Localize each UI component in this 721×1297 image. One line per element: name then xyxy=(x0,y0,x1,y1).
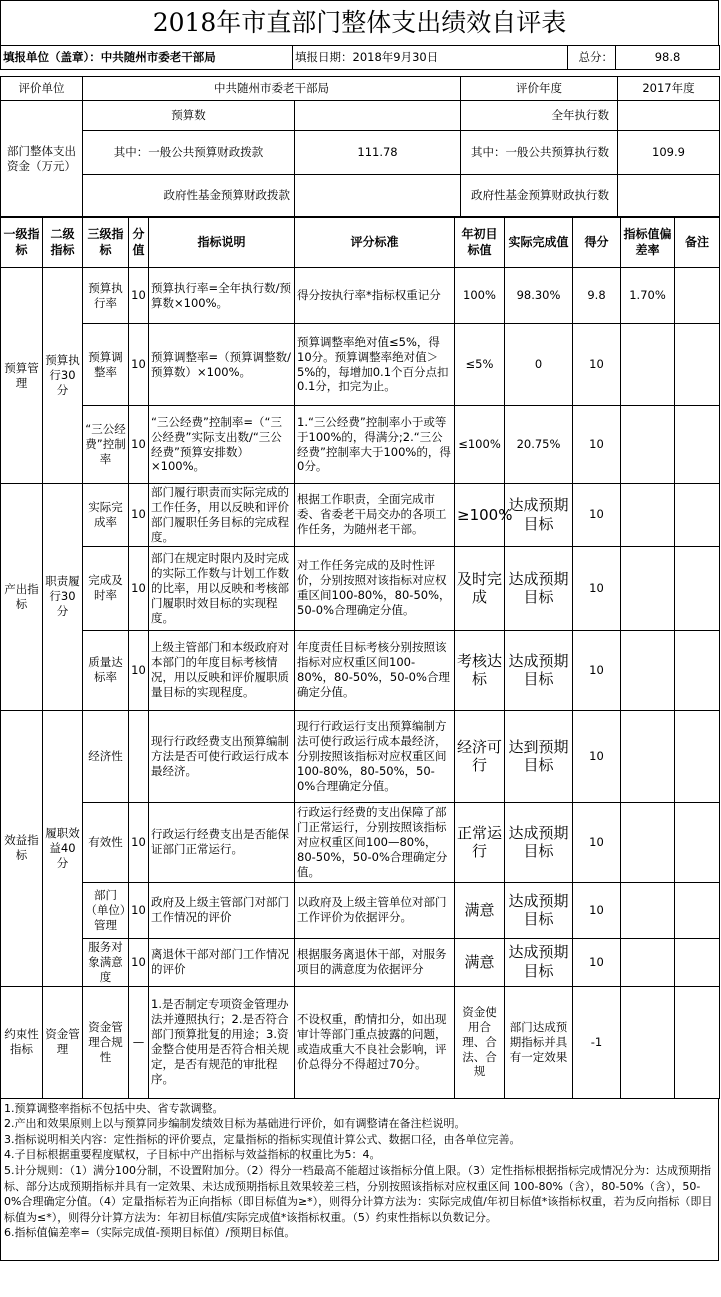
row-got: 10 xyxy=(573,802,621,882)
row-desc: 1.是否制定专项资金管理办法并遵照执行；2.是否符合部门预算批复的用途；3.资金整合使用是否符合相关规定，是否有规范的审批程序。 xyxy=(149,986,295,1098)
gov-exec-blank xyxy=(618,175,720,217)
row-dev: 1.70% xyxy=(621,268,675,324)
exec-label: 全年执行数 xyxy=(461,101,618,131)
note-item: 1.预算调整率指标不包括中央、省专款调整。 xyxy=(4,1101,224,1115)
row-score xyxy=(129,710,149,802)
row-target: 满意 xyxy=(455,882,505,938)
row-desc: 预算执行率=全年执行数/预算数×100%。 xyxy=(149,268,295,324)
row-std: 以政府及上级主管单位对部门工作评价为依据评分。 xyxy=(295,882,455,938)
row-l3: 实际完成率 xyxy=(83,484,129,547)
row-desc: 现行行政经费支出预算编制方法是否可使行政运行成本最经济。 xyxy=(149,710,295,802)
row-got: 10 xyxy=(573,324,621,406)
row-note xyxy=(675,484,720,547)
row-l3: 部门（单位）管理 xyxy=(83,882,129,938)
row-l3: 服务对象满意度 xyxy=(83,938,129,986)
row-target: ≤5% xyxy=(455,324,505,406)
row-note xyxy=(675,710,720,802)
table-row xyxy=(1,802,720,882)
form-title: 2018年市直部门整体支出绩效自评表 xyxy=(0,0,719,45)
column-header-row xyxy=(1,218,720,268)
group-constraint-fund: 资金管理 xyxy=(43,986,83,1098)
row-note xyxy=(675,268,720,324)
fill-date-value: 2018年9月30日 xyxy=(352,50,439,65)
eval-unit-label: 评价单位 xyxy=(1,77,83,101)
row-std: 预算调整率绝对值≤5%，得10分。预算调整率绝对值＞5%的，每增加0.1个百分点扣0.1分，扣完为止。 xyxy=(295,324,455,406)
group-constraint: 约束性指标 xyxy=(1,986,43,1098)
row-note xyxy=(675,882,720,938)
col-header: 得分 xyxy=(573,218,621,268)
row-note xyxy=(675,546,720,630)
row-desc: 政府及上级主管部门对部门工作情况的评价 xyxy=(149,882,295,938)
row-desc: 上级主管部门和本级政府对本部门的年度目标考核情况，用以反映和评价履职质量目标的实现程度。 xyxy=(149,630,295,710)
row-dev xyxy=(621,882,675,938)
row-got: 10 xyxy=(573,630,621,710)
col-header: 评分标准 xyxy=(295,218,455,268)
row-got: 10 xyxy=(573,938,621,986)
row-target: 100% xyxy=(455,268,505,324)
eval-year-label: 评价年度 xyxy=(461,77,618,101)
note-item: 2.产出和效果原则上以与预算同步编制发绩效目标为基础进行评价，如有调整请在备注栏说明。 xyxy=(4,1117,466,1131)
row-l3: 完成及时率 xyxy=(83,546,129,630)
row-target: 满意 xyxy=(455,938,505,986)
budget-blank xyxy=(295,101,461,131)
note-item: 4.子目标根据重要程度赋权，子目标中产出指标与效益指标的权重比为5：4。 xyxy=(4,1148,381,1162)
row-score: 10 xyxy=(129,324,149,406)
row-desc: “三公经费”控制率=（“三公经费”实际支出数/“三公经费”预算安排数）×100%。 xyxy=(149,406,295,484)
table-row xyxy=(1,938,720,986)
row-target: 考核达标 xyxy=(455,630,505,710)
row-target: 正常运行 xyxy=(455,802,505,882)
col-header: 备注 xyxy=(675,218,720,268)
row-actual: 达成预期目标 xyxy=(505,938,573,986)
fill-unit-value: 中共随州市委老干部局 xyxy=(100,50,216,65)
table-row xyxy=(1,546,720,630)
table-row xyxy=(1,986,720,1098)
row-target: 经济可行 xyxy=(455,710,505,802)
gen-exec-label: 其中：一般公共预算执行数 xyxy=(461,131,618,175)
row-got: -1 xyxy=(573,986,621,1098)
row-got: 10 xyxy=(573,546,621,630)
group-budget: 预算管理 xyxy=(1,268,43,484)
total-score-value: 98.8 xyxy=(616,46,720,70)
row-actual: 达成预期目标 xyxy=(505,630,573,710)
row-got: 10 xyxy=(573,484,621,547)
row-std: 现行行政运行支出预算编制方法可使行政运行成本最经济，分别按照该指标对应权重区间100-80%，80-50%，50-0%合理确定分值。 xyxy=(295,710,455,802)
row-dev xyxy=(621,324,675,406)
fill-date xyxy=(293,46,568,70)
row-note xyxy=(675,324,720,406)
row-l3: “三公经费”控制率 xyxy=(83,406,129,484)
funds-label: 部门整体支出资金（万元） xyxy=(1,101,83,217)
row-score: 10 xyxy=(129,268,149,324)
col-header: 二级指标 xyxy=(43,218,83,268)
note-item: 3.指标说明相关内容：定性指标的评价要点，定量指标的指标实现值计算公式、数据口径，由各单位完善。 xyxy=(4,1132,521,1146)
table-row xyxy=(1,324,720,406)
row-note xyxy=(675,406,720,484)
col-header: 一级指标 xyxy=(1,218,43,268)
col-header: 分值 xyxy=(129,218,149,268)
row-dev xyxy=(621,484,675,547)
gov-exec-label: 政府性基金预算财政执行数 xyxy=(461,175,618,217)
col-header: 三级指标 xyxy=(83,218,129,268)
row-std: 行政运行经费的支出保障了部门正常运行，分别按照该指标对应权重区间100—80%，80-50%，50-0%合理确定分值。 xyxy=(295,802,455,882)
row-got: 10 xyxy=(573,406,621,484)
header-table xyxy=(0,45,720,70)
row-score: 10 xyxy=(129,882,149,938)
budget-label: 预算数 xyxy=(83,101,295,131)
gov-budget-label: 政府性基金预算财政拨款 xyxy=(83,175,295,217)
row-actual: 部门达成预期指标并具有一定效果 xyxy=(505,986,573,1098)
row-std: 根据服务离退休干部，对服务项目的满意度为依据评分 xyxy=(295,938,455,986)
table-row xyxy=(1,630,720,710)
row-score: 10 xyxy=(129,406,149,484)
col-header: 年初目标值 xyxy=(455,218,505,268)
row-desc: 行政运行经费支出是否能保证部门正常运行。 xyxy=(149,802,295,882)
gen-budget-label: 其中：一般公共预算财政拨款 xyxy=(83,131,295,175)
row-l3: 预算执行率 xyxy=(83,268,129,324)
row-note xyxy=(675,630,720,710)
table-row xyxy=(1,882,720,938)
fill-unit-label: 填报单位（盖章）： xyxy=(3,50,101,65)
row-l3: 质量达标率 xyxy=(83,630,129,710)
fill-unit xyxy=(1,46,293,70)
row-l3: 有效性 xyxy=(83,802,129,882)
row-dev xyxy=(621,406,675,484)
fill-date-label: 填报日期： xyxy=(295,50,353,65)
row-target: ≤100% xyxy=(455,406,505,484)
row-l3: 经济性 xyxy=(83,710,129,802)
row-actual: 达成预期目标 xyxy=(505,802,573,882)
group-output: 产出指标 xyxy=(1,484,43,711)
row-desc: 预算调整率=（预算调整数/预算数）×100%。 xyxy=(149,324,295,406)
gen-budget-value: 111.78 xyxy=(295,131,461,175)
row-dev xyxy=(621,986,675,1098)
row-desc: 部门在规定时限内及时完成的实际工作数与计划工作数的比率，用以反映和考核部门履职时效目标的实现程度。 xyxy=(149,546,295,630)
table-row xyxy=(1,710,720,802)
row-std: 对工作任务完成的及时性评价，分别按照对该指标对应权重区间100-80%，80-50%，50-0%合理确定分值。 xyxy=(295,546,455,630)
row-actual: 20.75% xyxy=(505,406,573,484)
row-desc: 离退休干部对部门工作情况的评价 xyxy=(149,938,295,986)
row-score: 10 xyxy=(129,484,149,547)
notes-section xyxy=(0,1099,719,1261)
row-score: 10 xyxy=(129,546,149,630)
row-score: 10 xyxy=(129,938,149,986)
note-item: 6.指标值偏差率=（实际完成值-预期目标值）/预期目标值。 xyxy=(4,1226,296,1240)
row-note xyxy=(675,986,720,1098)
group-output-duty: 职责履行30分 xyxy=(43,484,83,711)
row-std: 年度责任目标考核分别按照该指标对应权重区间100-80%，80-50%，50-0%合理确定分值。 xyxy=(295,630,455,710)
row-std: 1.“三公经费”控制率小于或等于100%的，得满分;2.“三公经费”控制率大于100%的，得0分。 xyxy=(295,406,455,484)
row-target: 资金使用合理、合法、合规 xyxy=(455,986,505,1098)
row-dev xyxy=(621,630,675,710)
row-actual: 达成预期目标 xyxy=(505,546,573,630)
row-target: 及时完成 xyxy=(455,546,505,630)
exec-blank xyxy=(618,101,720,131)
row-std: 根据工作职责，全面完成市委、省委老干局交办的各项工作任务，为随州老干部。 xyxy=(295,484,455,547)
indicator-table xyxy=(0,217,720,1099)
row-dev xyxy=(621,710,675,802)
table-row xyxy=(1,484,720,547)
row-l3: 资金管理合规性 xyxy=(83,986,129,1098)
row-desc: 部门履行职责而实际完成的工作任务，用以反映和评价部门履职任务目标的完成程度。 xyxy=(149,484,295,547)
note-item: 5.计分规则：（1）满分100分制，不设置附加分。（2）得分一档最高不能超过该指标分值上限。（3）定性指标根据指标完成情况分为：达成预期指标、部分达成预期指标并具有一定效果、未达成预期指标且效果较差三档，分别按照该指标对应权重区间 100-80%（含），80-50%（含），50-0%合理确定分值。（4）定量指标若为正向指标（即目标值为≥*），则得分计算方法为：实际完成值/年初目标值*该指标权重，若为反向指标（即目标值为≤*），则得分计算方法为：年初目标值/实际完成值*该指标权重。（5）约束性指标以负数记分。 xyxy=(4,1164,713,1224)
row-got: 10 xyxy=(573,710,621,802)
row-score: 10 xyxy=(129,630,149,710)
table-row xyxy=(1,268,720,324)
row-score: — xyxy=(129,986,149,1098)
eval-year-value: 2017年度 xyxy=(618,77,720,101)
row-actual: 98.30% xyxy=(505,268,573,324)
row-note xyxy=(675,938,720,986)
row-std: 得分按执行率*指标权重记分 xyxy=(295,268,455,324)
col-header: 指标说明 xyxy=(149,218,295,268)
row-score: 10 xyxy=(129,802,149,882)
group-benefit: 效益指标 xyxy=(1,710,43,986)
row-actual: 达成预期目标 xyxy=(505,882,573,938)
gen-exec-value: 109.9 xyxy=(618,131,720,175)
row-dev xyxy=(621,802,675,882)
gov-budget-blank xyxy=(295,175,461,217)
row-std: 不设权重，酌情扣分，如出现审计等部门重点披露的问题，或造成重大不良社会影响，评价总得分不得超过70分。 xyxy=(295,986,455,1098)
row-note xyxy=(675,802,720,882)
row-dev xyxy=(621,546,675,630)
row-actual: 达成预期目标 xyxy=(505,484,573,547)
info-table xyxy=(0,76,720,217)
table-row xyxy=(1,406,720,484)
row-target: ≥100% xyxy=(455,484,505,547)
total-score-label: 总分： xyxy=(568,46,616,70)
row-got: 9.8 xyxy=(573,268,621,324)
group-budget-exec: 预算执行30分 xyxy=(43,268,83,484)
row-dev xyxy=(621,938,675,986)
row-actual: 达到预期目标 xyxy=(505,710,573,802)
group-benefit-duty: 履职效益40分 xyxy=(43,710,83,986)
row-actual: 0 xyxy=(505,324,573,406)
col-header: 实际完成值 xyxy=(505,218,573,268)
eval-unit-value: 中共随州市委老干部局 xyxy=(83,77,461,101)
row-got: 10 xyxy=(573,882,621,938)
col-header: 指标值偏差率 xyxy=(621,218,675,268)
row-l3: 预算调整率 xyxy=(83,324,129,406)
